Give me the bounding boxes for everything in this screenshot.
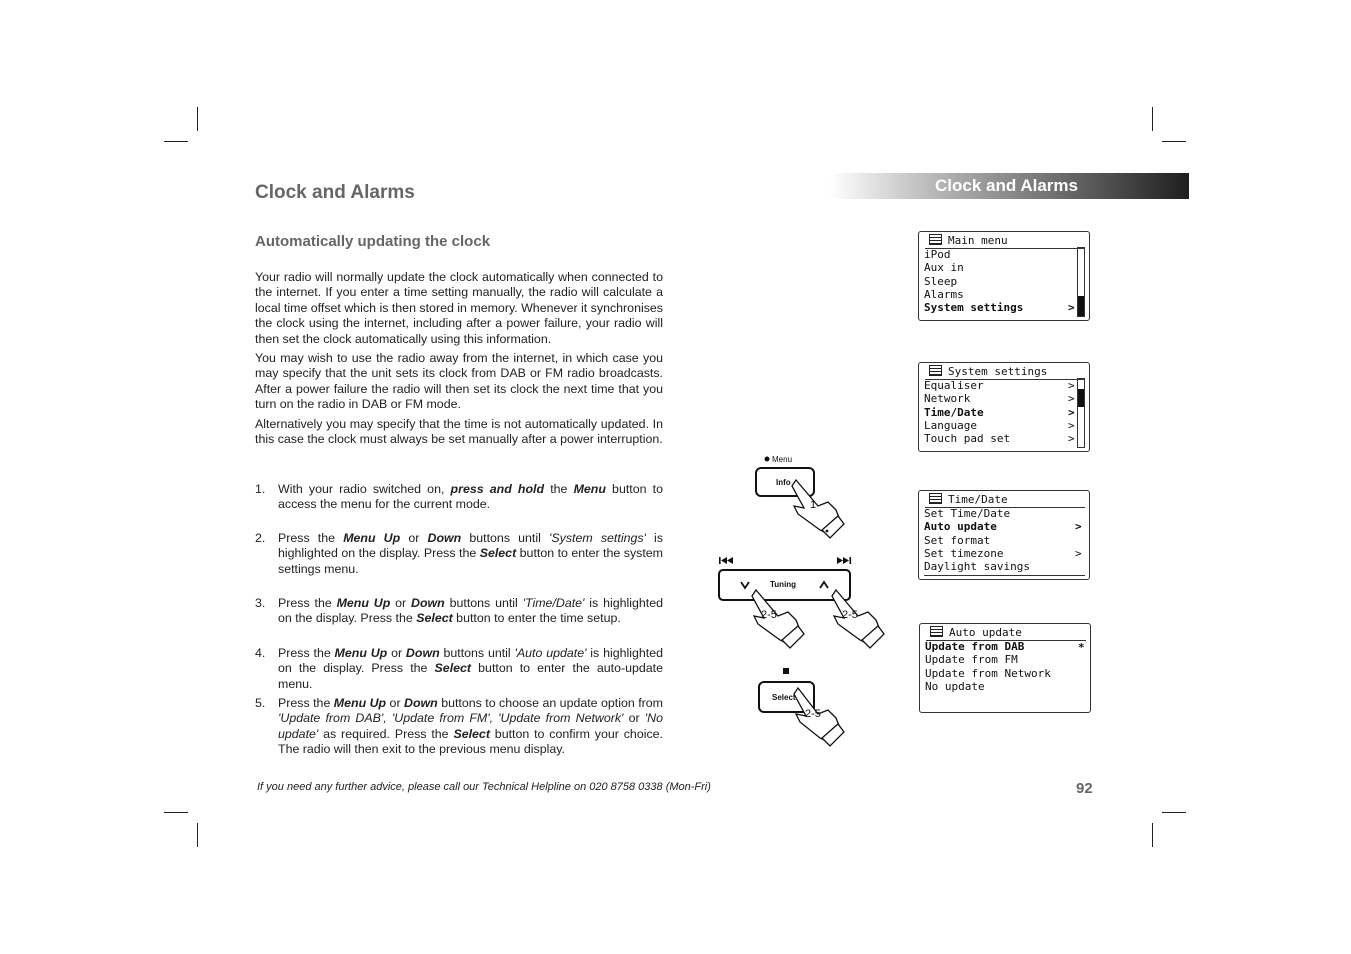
crop-mark [1152,107,1153,131]
system-settings-screen [918,362,1090,452]
menu-item-set-format[interactable]: Set format [924,534,991,547]
auto-update-screen [919,623,1091,713]
menu-list-icon [929,365,942,376]
selected-marker-icon: * [1078,641,1085,654]
option-update-from-dab[interactable]: Update from DAB [925,640,1025,653]
scrollbar-thumb[interactable] [1078,296,1084,316]
crop-mark [1152,823,1153,847]
option-update-from-network[interactable]: Update from Network [925,667,1051,680]
step-text: Press the Menu Up or Down buttons until 'Auto update' is highlighted on the display. Press the Select button to enter the auto-update menu. [278,646,664,691]
screen-title: Time/Date [925,493,1085,508]
scrollbar[interactable] [1077,247,1085,317]
info-button[interactable]: Info [776,478,791,487]
time-date-screen [918,490,1090,580]
menu-item-sleep[interactable]: Sleep [924,275,958,288]
page-number: 92 [1076,780,1093,797]
crop-mark [1162,812,1186,813]
footer-helpline-note: If you need any further advice, please call our Technical Helpline on 020 8758 0338 (Mon-Fri) [257,781,711,793]
select-button[interactable]: Select [772,693,796,702]
tuning-label[interactable]: Tuning [770,580,797,589]
menu-item-aux-in[interactable]: Aux in [924,261,964,274]
step-label: 2-5 [761,609,777,621]
section-heading: Automatically updating the clock [255,233,491,250]
step-text: With your radio switched on, press and hold the Menu button to access the menu for the current mode. [278,482,663,512]
menu-item-daylight-savings[interactable]: Daylight savings [924,560,1030,573]
crop-mark [164,812,188,813]
menu-item-touch-pad-set[interactable]: Touch pad set [924,432,1011,445]
scrollbar[interactable] [1077,378,1085,448]
step-number: 5. [255,696,266,710]
menu-item-ipod[interactable]: iPod [924,248,951,261]
crop-mark [164,141,188,142]
banner-title: Clock and Alarms [935,176,1078,195]
menu-item-alarms[interactable]: Alarms [924,288,964,301]
page-title: Clock and Alarms [255,182,415,203]
skip-back-icon [719,557,733,564]
menu-item-language[interactable]: Language [924,419,977,432]
step-text: Press the Menu Up or Down buttons to choose an update option from 'Update from DAB', 'Update from FM', 'Update from Network' or 'No update' as required. Press the Select button to confirm your choice. The radio will then exit to the previous menu display. [278,696,664,757]
crop-mark [1162,141,1186,142]
chevron-right-icon: > [1068,301,1075,314]
step-number: 1. [255,482,266,496]
menu-item-auto-update[interactable]: Auto update [924,520,997,533]
menu-dot-icon [765,457,770,462]
screen-title: Auto update [926,626,1086,641]
step-number: 4. [255,646,266,660]
menu-list-icon [930,626,943,637]
menu-item-set-timezone[interactable]: Set timezone [924,547,1004,560]
crop-mark [197,823,198,847]
screen-title: Main menu [925,234,1085,249]
menu-item-system-settings[interactable]: System settings [924,301,1024,314]
step-text: Press the Menu Up or Down buttons until 'Time/Date' is highlighted on the display. Press the Select button to enter the time setup. [278,596,664,626]
intro-paragraph: Your radio will normally update the clock automatically when connected to the internet. If you enter a time setting manually, the radio will calculate a local time offset which is then stored in memory. Whenever it synchronises the clock using the internet, including after a power failure, your radio will then set the clock automatically using this information. [255,270,663,346]
skip-forward-icon [837,557,851,564]
stop-icon [783,668,789,674]
screen-title: System settings [925,365,1085,380]
step-number: 3. [255,596,266,610]
scrollbar-thumb[interactable] [1078,389,1084,407]
menu-label: Menu [772,455,793,464]
chevron-right-icon: > [1068,392,1075,405]
step-label: 2-5 [805,708,821,720]
menu-item-time-date[interactable]: Time/Date [924,406,984,419]
chevron-right-icon: > [1068,419,1075,432]
chevron-right-icon: > [1075,520,1082,533]
option-update-from-fm[interactable]: Update from FM [925,653,1018,666]
step-label: 2-5 [842,609,858,621]
step-text: Press the Menu Up or Down buttons until 'System settings' is highlighted on the display. Press the Select button to enter the system settings menu. [278,531,664,576]
chevron-right-icon: > [1068,432,1075,445]
offline-paragraph: You may wish to use the radio away from the internet, in which case you may specify that the unit sets its clock from DAB or FM radio broadcasts. After a power failure the radio will then set its clock the next time that you turn on the radio in DAB or FM mode. [255,351,663,412]
step-number: 2. [255,531,266,545]
chevron-right-icon: > [1075,547,1082,560]
chevron-right-icon: > [1068,406,1075,419]
screen-divider [924,575,1085,576]
pointing-hand-icon [792,480,844,538]
chevron-right-icon: > [1068,379,1075,392]
option-no-update[interactable]: No update [925,680,985,693]
menu-list-icon [929,234,942,245]
menu-item-equaliser[interactable]: Equaliser [924,379,984,392]
step-label: 1 [810,499,817,511]
menu-item-network[interactable]: Network [924,392,971,405]
menu-item-set-time-date[interactable]: Set Time/Date [924,507,1011,520]
menu-list-icon [929,493,942,504]
main-menu-screen [918,231,1090,321]
pointing-hand-icon [832,590,884,648]
manual-paragraph: Alternatively you may specify that the time is not automatically updated. In this case the clock must always be set manually after a power interruption. [255,417,663,447]
button-illustration [700,450,900,755]
crop-mark [197,107,198,131]
